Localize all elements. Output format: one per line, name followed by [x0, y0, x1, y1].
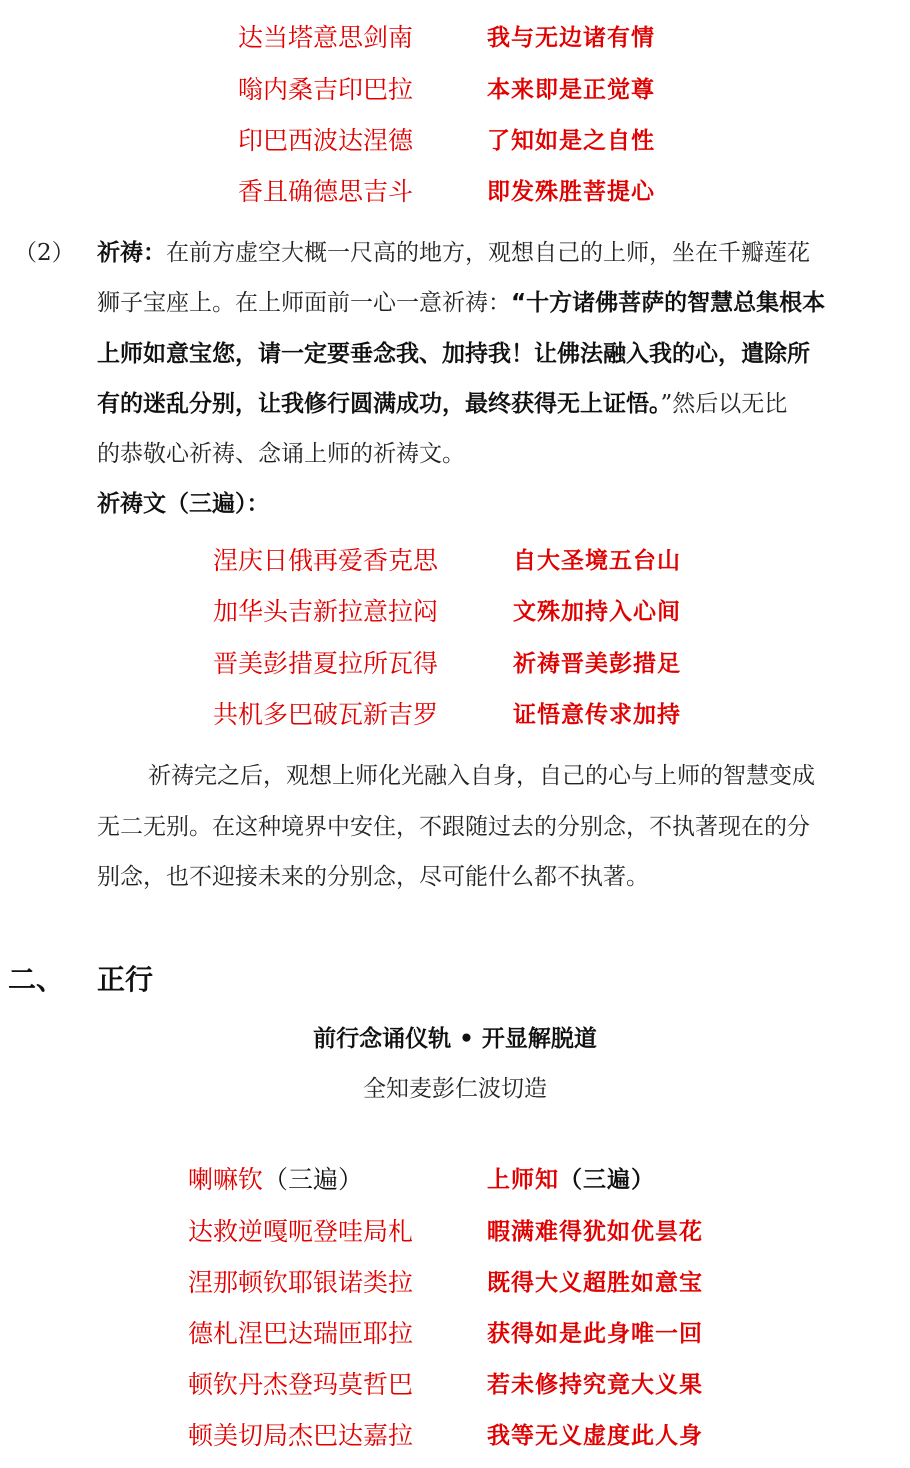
prayer-quote: 有的迷乱分别，让我修行圆满成功，最终获得无上证悟。 [97, 391, 661, 417]
verse-left-line: 涅那顿钦耶银诺类拉 [188, 1268, 414, 1297]
prayer-title: 祈祷文（三遍）： [97, 491, 270, 517]
part-number: 二、 [8, 963, 65, 996]
section-heading: 祈祷： [97, 240, 166, 266]
verse-left-line: 达当塔意思剑南 [238, 23, 414, 52]
paragraph-line: 无二无别。在这种境界中安住，不跟随过去的分别念，不执著现在的分 [97, 814, 810, 840]
paragraph-text: 在前方虚空大概一尺高的地方，观想自己的上师，坐在千瓣莲花 [166, 240, 810, 266]
section-2-line-2 [97, 278, 907, 329]
verse-left-line: 顿美切局杰巴达嘉拉 [188, 1421, 414, 1450]
section-2-line-3 [97, 329, 907, 380]
verse-left-line: 涅庆日俄再爱香克思 [213, 546, 439, 575]
paragraph-text: ”然后以无比 [660, 391, 788, 417]
section-2-line-5 [97, 429, 907, 480]
verse-left-line: 加华头吉新拉意拉闷 [213, 597, 439, 626]
verse-left-line [188, 1160, 363, 1200]
verse-right-line: 若未修持究竟大义果 [487, 1371, 703, 1398]
verse-right-line [487, 1160, 655, 1200]
verse-right-line: 证悟意传求加持 [513, 701, 681, 728]
verse-left-line: 共机多巴破瓦新吉罗 [213, 700, 439, 729]
prayer-quote: “十方诸佛菩萨的智慧总集根本 [511, 290, 826, 316]
paragraph-text: 狮子宝座上。在上师面前一心一意祈祷： [97, 290, 511, 316]
liturgy-title [0, 1014, 910, 1064]
verse-left-line: 晋美彭措夏拉所瓦得 [213, 649, 439, 678]
verse-right-line: 获得如是此身唯一回 [487, 1320, 703, 1347]
liturgy-author: 全知麦彭仁波切造 [363, 1076, 547, 1102]
section-number: （2） [14, 240, 75, 266]
section-2-line-4 [97, 379, 907, 430]
section-2-line-1 [97, 228, 907, 279]
repeat-note: （三遍） [559, 1166, 655, 1193]
mantra-red: 喇嘛钦 [188, 1165, 264, 1194]
verse-left-line: 德札涅巴达瑞匝耶拉 [188, 1319, 414, 1348]
paragraph-line: 祈祷完之后，观想上师化光融入自身，自己的心与上师的智慧变成 [148, 763, 815, 789]
verse-right-line: 本来即是正觉尊 [487, 76, 655, 103]
paragraph-text: 的恭敬心祈祷、念诵上师的祈祷文。 [97, 441, 465, 467]
verse-right-line: 我等无义虚度此人身 [487, 1422, 703, 1449]
verse-left-line: 印巴西波达涅德 [238, 126, 414, 155]
verse-right-line: 自大圣境五台山 [513, 547, 681, 574]
repeat-note: （三遍） [263, 1165, 364, 1194]
prayer-quote: 上师如意宝您，请一定要垂念我、加持我！让佛法融入我的心，遣除所 [97, 341, 810, 367]
verse-right-line: 既得大义超胜如意宝 [487, 1269, 703, 1296]
verse-left-line: 香且确德思吉斗 [238, 177, 414, 206]
verse-right-line: 暇满难得犹如优昙花 [487, 1218, 703, 1245]
verse-right-line: 文殊加持入心间 [513, 598, 681, 625]
verse-left-line: 嗡内桑吉印巴拉 [238, 75, 414, 104]
verse-left-line: 顿钦丹杰登玛莫哲巴 [188, 1370, 414, 1399]
verse-right-line: 即发殊胜菩提心 [487, 178, 655, 205]
liturgy-title-text: 前行念诵仪轨 • 开显解脱道 [313, 1026, 597, 1052]
verse-right-line: 我与无边诸有情 [487, 24, 655, 51]
part-title: 正行 [97, 963, 154, 996]
verse-right-line: 祈祷晋美彭措足 [513, 650, 681, 677]
mantra-red: 上师知 [487, 1166, 559, 1193]
paragraph-line: 别念，也不迎接未来的分别念，尽可能什么都不执著。 [97, 864, 649, 890]
verse-right-line: 了知如是之自性 [487, 127, 655, 154]
verse-left-line: 达救逆嘎呃登哇局札 [188, 1217, 414, 1246]
